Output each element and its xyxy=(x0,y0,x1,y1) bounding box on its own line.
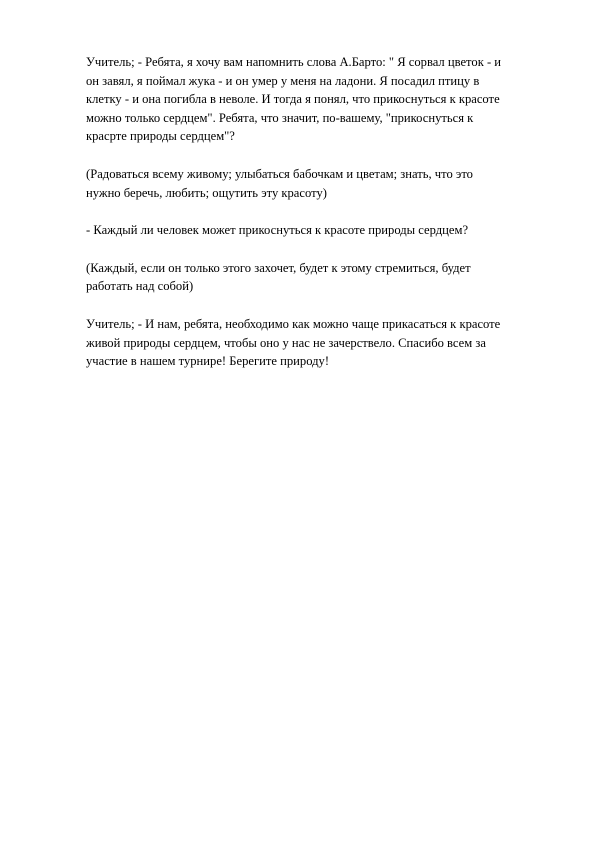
text-line: он завял, я поймал жука - и он умер у меня на ладони. Я посадил птицу в xyxy=(86,73,480,88)
text-line: красрте природы сердцем"? xyxy=(86,129,235,144)
text-line: участие в нашем турнире! Берегите природу! xyxy=(86,354,330,369)
text-line: живой природы сердцем, чтобы оно у нас не зачерствело. Спасибо всем за xyxy=(86,335,486,350)
teacher-closing-paragraph xyxy=(86,315,551,371)
question-paragraph xyxy=(86,221,551,240)
text-line: (Каждый, если он только этого захочет, будет к этому стремиться, будет xyxy=(86,260,471,275)
text-line: Учитель; - И нам, ребята, необходимо как можно чаще прикасаться к красоте xyxy=(86,316,501,331)
text-line: можно только сердцем". Ребята, что значит, по-вашему, "прикоснуться к xyxy=(86,110,474,125)
students-answer-paragraph xyxy=(86,165,551,202)
teacher-quote-paragraph xyxy=(86,53,551,146)
text-line: - Каждый ли человек может прикоснуться к красоте природы сердцем? xyxy=(86,223,469,238)
document-page xyxy=(86,53,551,390)
answer-paragraph xyxy=(86,259,551,296)
text-line: клетку - и она погибла в неволе. И тогда я понял, что прикоснуться к красоте xyxy=(86,92,500,107)
text-line: работать над собой) xyxy=(86,279,194,294)
text-line: (Радоваться всему живому; улыбаться бабочкам и цветам; знать, что это xyxy=(86,166,473,181)
text-line: Учитель; - Ребята, я хочу вам напомнить слова А.Барто: " Я сорвал цветок - и xyxy=(86,55,502,69)
text-line: нужно беречь, любить; ощутить эту красоту) xyxy=(86,185,327,200)
